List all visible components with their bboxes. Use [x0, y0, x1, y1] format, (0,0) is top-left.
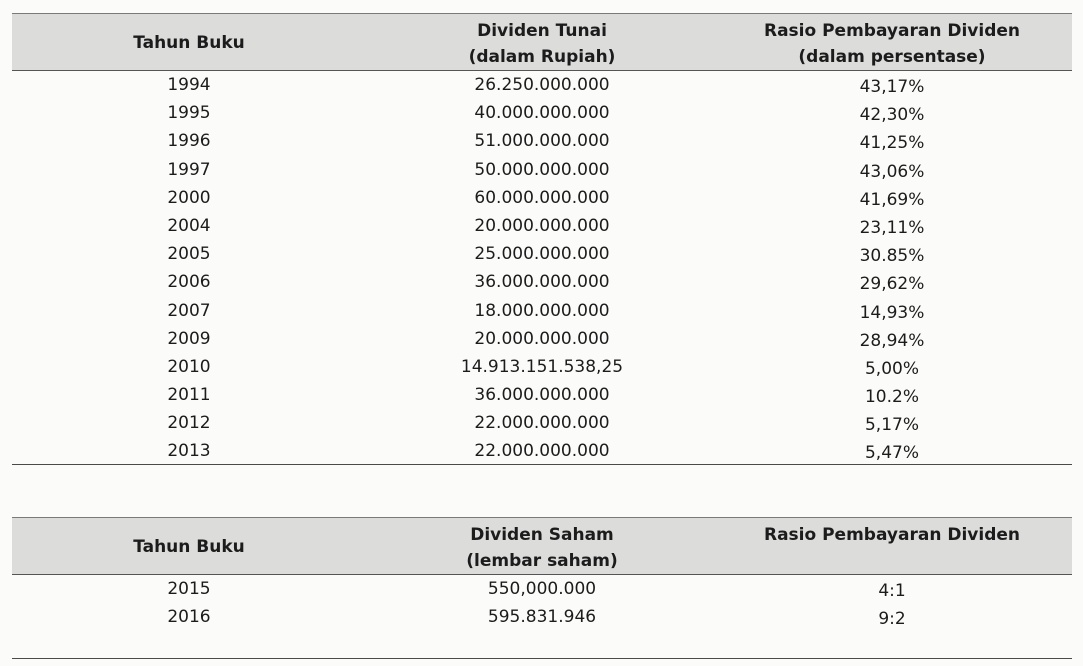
- table-row: [12, 353, 1072, 381]
- cell-ratio: 5,00%: [864, 358, 919, 379]
- cell-dividend: 18.000.000.000: [474, 300, 610, 321]
- header-dividend: [417, 522, 667, 574]
- cell-dividend: 14.913.151.538,25: [460, 356, 624, 377]
- cell-year: 2016: [167, 607, 211, 628]
- cell-year: 2007: [167, 300, 211, 321]
- cell-ratio: 41,25%: [859, 133, 925, 154]
- table-row: [12, 409, 1072, 437]
- table-row: [12, 212, 1072, 240]
- cell-ratio: 5,47%: [864, 443, 919, 464]
- table-row: [12, 184, 1072, 212]
- cell-ratio: 14,93%: [859, 302, 925, 323]
- cell-dividend: 50.000.000.000: [474, 159, 610, 180]
- cell-dividend: 20.000.000.000: [474, 215, 610, 236]
- cell-ratio: 23,11%: [859, 217, 925, 238]
- cell-dividend: 22.000.000.000: [474, 413, 610, 434]
- table-bottom-rule: [12, 464, 1072, 465]
- cell-year: 2000: [167, 187, 211, 208]
- header-year: Tahun Buku: [133, 537, 245, 557]
- cell-dividend: 36.000.000.000: [474, 272, 610, 293]
- table-row: [12, 99, 1072, 127]
- header-ratio: [747, 18, 1037, 70]
- cell-dividend: 22.000.000.000: [474, 441, 610, 462]
- cell-ratio: 10.2%: [864, 387, 919, 408]
- table-row: [12, 325, 1072, 353]
- table-row: [12, 127, 1072, 155]
- cell-dividend: 26.250.000.000: [474, 75, 610, 95]
- table-row: [12, 437, 1072, 465]
- table-row: [12, 240, 1072, 268]
- table-bottom-rule: [12, 658, 1072, 659]
- cell-year: 2005: [167, 244, 211, 265]
- cell-year: 2009: [167, 328, 211, 349]
- cell-dividend: 36.000.000.000: [474, 385, 610, 406]
- cell-dividend: 20.000.000.000: [474, 328, 610, 349]
- cell-year: 2013: [167, 441, 211, 462]
- header-ratio-unit: (dalam persentase): [798, 47, 986, 67]
- header-year: Tahun Buku: [133, 33, 245, 53]
- table-row: [12, 268, 1072, 296]
- cell-year: 2011: [167, 385, 211, 406]
- cell-year: 2004: [167, 215, 211, 236]
- header-dividend-title: Dividen Tunai: [477, 21, 607, 41]
- table-body: [12, 71, 1072, 466]
- cell-ratio: 41,69%: [859, 189, 925, 210]
- cell-ratio: 42,30%: [859, 105, 925, 126]
- table-row: [12, 297, 1072, 325]
- cell-ratio: 4:1: [878, 581, 906, 601]
- cell-year: 2015: [167, 579, 211, 599]
- table-row: [12, 575, 1072, 603]
- header-ratio-title: Rasio Pembayaran Dividen: [763, 525, 1020, 545]
- cell-year: 2012: [167, 413, 211, 434]
- header-dividend: [417, 18, 667, 70]
- cell-dividend: 25.000.000.000: [474, 244, 610, 265]
- header-dividend-unit: (lembar saham): [466, 551, 618, 571]
- cell-ratio: 29,62%: [859, 274, 925, 295]
- header-dividend-title: Dividen Saham: [470, 525, 614, 545]
- table-row: [12, 381, 1072, 409]
- cell-ratio: 28,94%: [859, 330, 925, 351]
- cell-dividend: 51.000.000.000: [474, 131, 610, 152]
- header-dividend-unit: (dalam Rupiah): [468, 47, 616, 67]
- cell-ratio: 30.85%: [859, 246, 925, 267]
- cell-ratio: 43,06%: [859, 161, 925, 182]
- cell-year: 1996: [167, 131, 211, 152]
- stock-dividend-table: [12, 517, 1072, 631]
- header-ratio-title: Rasio Pembayaran Dividen: [763, 21, 1020, 41]
- cell-dividend: 40.000.000.000: [474, 103, 610, 124]
- table-row: [12, 156, 1072, 184]
- header-ratio: [747, 522, 1037, 548]
- cell-year: 2006: [167, 272, 211, 293]
- cell-year: 1995: [167, 103, 211, 124]
- cell-dividend: 595.831.946: [487, 607, 597, 628]
- cell-ratio: 5,17%: [864, 415, 919, 436]
- cell-ratio: 43,17%: [859, 77, 925, 97]
- cell-year: 2010: [167, 356, 211, 377]
- cell-year: 1997: [167, 159, 211, 180]
- table-body: [12, 575, 1072, 631]
- table-header: [12, 13, 1072, 71]
- cell-ratio: 9:2: [878, 609, 906, 630]
- table-row: [12, 603, 1072, 631]
- cell-dividend: 550,000.000: [487, 579, 597, 599]
- cash-dividend-table: [12, 13, 1072, 466]
- table-header: [12, 517, 1072, 575]
- cell-dividend: 60.000.000.000: [474, 187, 610, 208]
- table-row: [12, 71, 1072, 99]
- cell-year: 1994: [167, 75, 211, 95]
